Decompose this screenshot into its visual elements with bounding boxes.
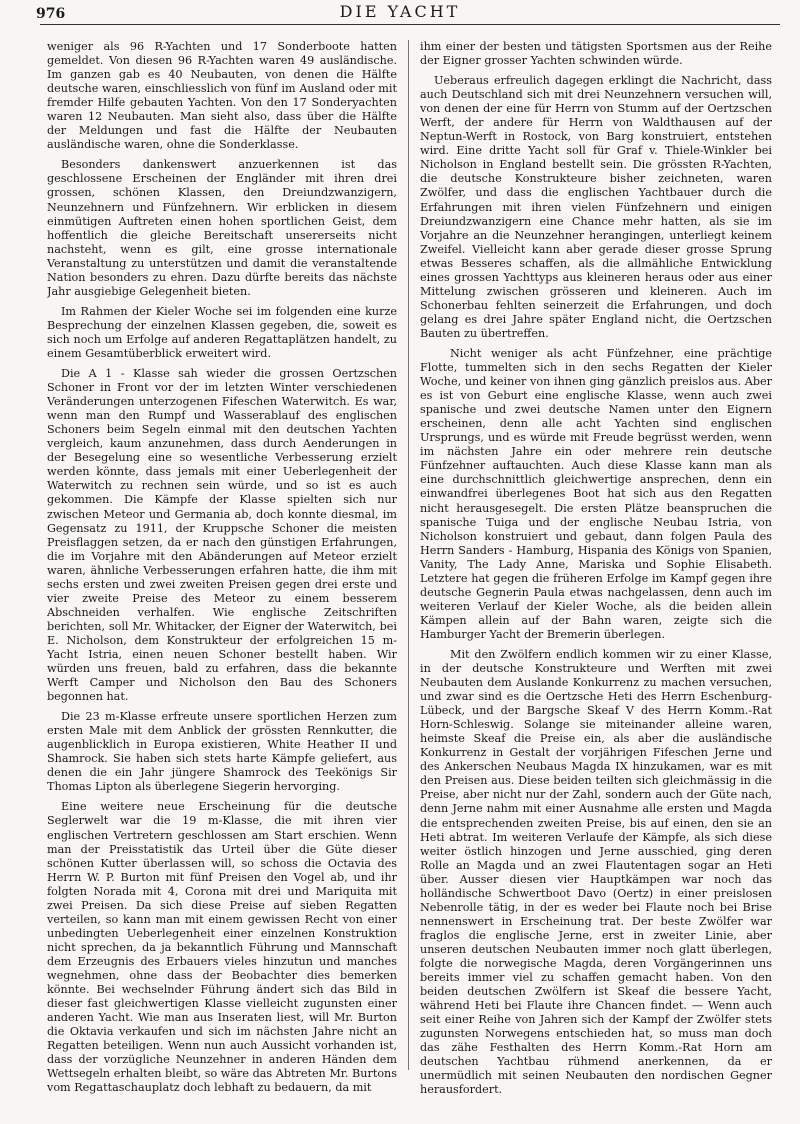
paragraph: Nicht weniger als acht Fünfzehner, eine prächtige Flotte, tummelten sich in den sechs Regatten der Kieler Woche, und keiner von ihnen ging gänzlich preislos aus. Aber es ist von Geburt eine englische Klasse, wenn auch zwei spanische und zwei deutsche Namen unter den Eignern erscheinen, denn alle acht Yachten sind englischen Ursprungs, und es würde mit Freude begrüsst werden, wenn im nächsten Jahre ein oder mehrere rein deutsche Fünfzehner auftauchten. Auch diese Klasse kann man als eine durchschnittlich gleichwertige ansprechen, denn ein einwandfrei überlegenes Boot hat sich aus den Regatten nicht herausgesegelt. Die ersten Plätze beanspruchen die spanische Tuiga und der englische Neubau Istria, von Nicholson konstruiert und gebaut, dann folgen Paula des Herrn Sanders - Hamburg, Hispania des Königs von Spanien, Vanity, The Lady Anne, Mariska und Sophie Elisabeth. Letztere hat gegen die früheren Erfolge im Kampf gegen ihre deutsche Gegnerin Paula etwas nachgelassen, denn auch im weiteren Verlauf der Kieler Woche, als die beiden allein Kämpen allein auf der Bahn waren, zeigte sich die Hamburger Yacht der Bremerin überlegen. [420,346,772,641]
paragraph: Die 23 m-Klasse erfreute unsere sportlichen Herzen zum ersten Male mit dem Anblick der grössten Rennkutter, die augenblicklich in Europa existieren, White Heather II und Shamrock. Sie haben sich stets harte Kämpfe geliefert, aus denen die ein Jahr jüngere Shamrock des Teekönigs Sir Thomas Lipton als überlegene Siegerin hervorging. [47,710,397,794]
paragraph: Die A 1 - Klasse sah wieder die grossen Oertzschen Schoner in Front vor der im letzten Winter verschiedenen Veränderungen unterzogenen Fifeschen Waterwitch. Es war, wenn man den Rumpf und Wasserablauf des englischen Schoners beim Segeln einmal mit den deutschen Yachten vergleich, kaum anzunehmen, dass durch Aenderungen in der Besegelung eine so wesentliche Verbesserung erzielt werden könnte, dass jemals mit einer Ueberlegenheit der Waterwitch zu rechnen sein würde, und so ist es auch gekommen. Die Kämpfe der Klasse spielten sich nur zwischen Meteor und Germania ab, doch konnte diesmal, im Gegensatz zu 1911, der Kruppsche Schoner die meisten Preisflaggen setzen, da er nach den günstigen Erfahrungen, die im Vorjahre mit den Abänderungen auf Meteor erzielt waren, ähnliche Verbesserungen erfahren hatte, die ihm mit sechs ersten und zwei zweiten Preisen gegen drei erste und vier zweite Preise des Meteor zu einem besserem Abschneiden verhalfen. Wie englische Zeitschriften berichten, soll Mr. Whitacker, der Eigner der Waterwitch, bei E. Nicholson, dem Konstrukteur der erfolgreichen 15 m-Yacht Istria, einen neuen Schoner bestellt haben. Wir würden uns freuen, bald zu erfahren, dass die bekannte Werft Camper und Nicholson den Bau des Schoners begonnen hat. [47,367,397,704]
paragraph: weniger als 96 R-Yachten und 17 Sonderboote hatten gemeldet. Von diesen 96 R-Yachten waren 49 ausländische. Im ganzen gab es 40 Neubauten, von denen die Hälfte deutsche waren, einschliesslich von fünf im Ausland oder mit fremder Hilfe gebauten Yachten. Von den 17 Sonderyachten waren 12 Neubauten. Man sieht also, dass über die Hälfte der Meldungen und fast die Hälfte der Neubauten ausländische waren, ohne die Sonderklasse. [47,40,397,152]
paragraph: Im Rahmen der Kieler Woche sei im folgenden eine kurze Besprechung der einzelnen Klassen gegeben, die, soweit es sich noch um Erfolge auf anderen Regattaplätzen handelt, zu einem Gesamtüberblick erweitert wird. [47,304,397,360]
page-number: 976 [36,6,66,22]
paragraph: Ueberaus erfreulich dagegen erklingt die Nachricht, dass auch Deutschland sich mit drei Neunzehnern versuchen will, von denen der eine für Herrn von Stumm auf der Oertzschen Werft, der andere für Herrn von Waldthausen auf der Neptun-Werft in Rostock, von Barg konstruiert, entstehen wird. Eine dritte Yacht soll für Graf v. Thiele-Winkler bei Nicholson in England bestellt sein. Die grössten R-Yachten, die deutsche Konstrukteure bisher zeichneten, waren Zwölfer, und dass die englischen Yachtbauer durch die Erfahrungen mit ihren vielen Fünfzehnern und einigen Dreiundzwanzigern eine Chance mehr hatten, als sie im Vorjahre an die Neunzehner herangingen, unterliegt keinem Zweifel. Vielleicht kann aber gerade dieser grosse Sprung etwas Besseres schaffen, als die allmähliche Entwicklung eines grossen Yachttyps aus kleineren heraus oder aus einer Mittelung zwischen grösseren und kleineren. Auch im Schonerbau fehlten seinerzeit die Erfahrungen, und doch gelang es drei Jahre später England nicht, die Oertzschen Bauten zu übertreffen. [420,74,772,340]
header-rule [40,24,780,25]
paragraph: Eine weitere neue Erscheinung für die deutsche Seglerwelt war die 19 m-Klasse, die mit ihren vier englischen Vertretern geschlossen am Start erschien. Wenn man der Preisstatistik das Urteil über die Güte dieser schönen Kutter überlassen will, so schoss die Octavia des Herrn W. P. Burton mit fünf Preisen den Vogel ab, und ihr folgten Norada mit 4, Corona mit drei und Mariquita mit zwei Preisen. Da sich diese Preise auf sieben Regatten verteilen, so kann man mit einem gewissen Recht von einer unbedingten Ueberlegenheit einer einzelnen Konstruktion nicht sprechen, da ja bekanntlich Führung und Mannschaft dem Erzeugnis des Erbauers vieles hinzutun und manches wegnehmen, ohne dass der Beobachter dies bemerken könnte. Bei wechselnder Führung ändert sich das Bild in dieser fast gleichwertigen Klasse vielleicht zugunsten einer anderen Yacht. Wie man aus Inseraten liest, will Mr. Burton die Oktavia verkaufen und sich im nächsten Jahre nicht an Regatten beteiligen. Wenn nun auch Aussicht vorhanden ist, dass der vorzügliche Neunzehner in anderen Händen dem Wettsegeln erhalten bleibt, so wäre das Abtreten Mr. Burtons vom Regattaschauplatz doch lebhaft zu bedauern, da mit [47,800,397,1095]
left-column [47,40,397,1114]
right-column [420,40,772,1114]
column-divider [408,40,409,1070]
paragraph: ihm einer der besten und tätigsten Sportsmen aus der Reihe der Eigner grosser Yachten schwinden würde. [420,40,772,68]
paragraph: Mit den Zwölfern endlich kommen wir zu einer Klasse, in der deutsche Konstrukteure und Werften mit zwei Neubauten dem Auslande Konkurrenz zu machen versuchen, und zwar sind es die Oertzsche Heti des Herrn Eschenburg-Lübeck, und der Bargsche Skeaf V des Herrn Komm.-Rat Horn-Schleswig. Solange sie miteinander alleine waren, heimste Skeaf die Preise ein, als aber die ausländische Konkurrenz in Gestalt der vorjährigen Fifeschen Jerne und des Ankerschen Neubaus Magda IX hinzukamen, war es mit den Preisen aus. Diese beiden teilten sich gleichmässig in die Preise, aber nicht nur der Zahl, sondern auch der Güte nach, denn Jerne nahm mit einer Ausnahme alle ersten und Magda die entsprechenden zweiten Preise, bis auf einen, den sie an Heti abtrat. Im weiteren Verlaufe der Kämpfe, als sich diese weiter östlich hinzogen und Jerne ausschied, ging deren Rolle an Magda und an zwei Flautentagen sogar an Heti über. Ausser diesen vier Hauptkämpen war noch das holländische Schwertboot Davo (Oertz) in einer preislosen Nebenrolle tätig, in der es weder bei Flaute noch bei Brise nennenswert in Erscheinung trat. Der beste Zwölfer war fraglos die englische Jerne, erst in zweiter Linie, aber unseren deutschen Neubauten immer noch glatt überlegen, folgte die norwegische Magda, deren Vorgängerinnen uns bereits immer viel zu schaffen gemacht haben. Von den beiden deutschen Zwölfern ist Skeaf die bessere Yacht, während Heti bei Flaute ihre Chancen findet. — Wenn auch seit einer Reihe von Jahren sich der Kampf der Zwölfer stets zugunsten Norwegens entschieden hat, so muss man doch das zähe Festhalten des Herrn Komm.-Rat Horn am deutschen Yachtbau rühmend anerkennen, da er unermüdlich mit seinen Neubauten den nordischen Gegner herausfordert. [420,647,772,1097]
paragraph: Besonders dankenswert anzuerkennen ist das geschlossene Erscheinen der Engländer mit ihren drei grossen, schönen Klassen, den Dreiundzwanzigern, Neunzehnern und Fünfzehnern. Wir erblicken in diesem einmütigen Auftreten einen hohen sportlichen Geist, dem hoffentlich die gleiche Bereitschaft unsererseits nicht nachsteht, wenn es gilt, eine grosse internationale Veranstaltung zu unterstützen und damit die veranstaltende Nation besonders zu ehren. Dazu dürfte bereits das nächste Jahr ausgiebige Gelegenheit bieten. [47,158,397,298]
running-title: DIE YACHT [339,2,461,21]
